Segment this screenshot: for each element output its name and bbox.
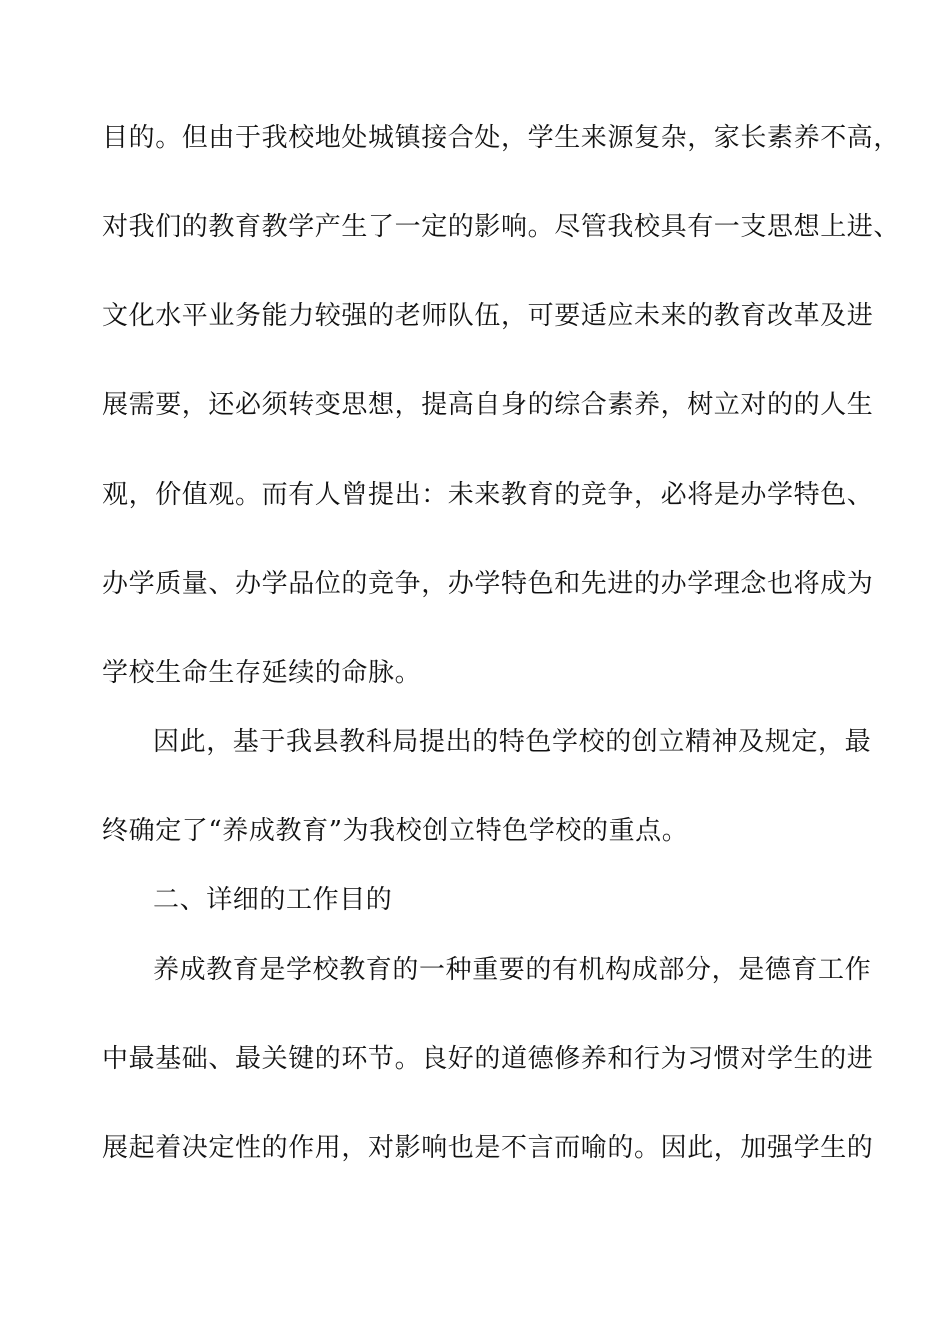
paragraph-line-1: 目的。但由于我校地处城镇接合处，学生来源复杂，家长素养不高，	[102, 123, 901, 153]
paragraph-line-2: 对我们的教育教学产生了一定的影响。尽管我校具有一支思想上进、	[102, 212, 901, 242]
paragraph-line-6: 办学质量、办学品位的竞争，办学特色和先进的办学理念也将成为	[102, 569, 874, 599]
section-heading: 二、详细的工作目的	[153, 885, 393, 915]
paragraph-line-4: 展需要，还必须转变思想，提高自身的综合素养，树立对的的人生	[102, 390, 874, 420]
paragraph-line-7: 学校生命生存延续的命脉。	[102, 658, 422, 688]
paragraph-line-3: 文化水平业务能力较强的老师队伍，可要适应未来的教育改革及进	[102, 301, 874, 331]
paragraph-line-5: 观，价值观。而有人曾提出：未来教育的竞争，必将是办学特色、	[102, 480, 874, 510]
paragraph-3-line-3: 展起着决定性的作用，对影响也是不言而喻的。因此，加强学生的	[102, 1133, 874, 1163]
paragraph-3-line-1: 养成教育是学校教育的一种重要的有机构成部分，是德育工作	[153, 955, 872, 985]
paragraph-2-line-2: 终确定了“养成教育”为我校创立特色学校的重点。	[102, 816, 689, 846]
paragraph-3-line-2: 中最基础、最关键的环节。良好的道德修养和行为习惯对学生的进	[102, 1044, 874, 1074]
paragraph-2-line-1: 因此，基于我县教科局提出的特色学校的创立精神及规定，最	[153, 727, 872, 757]
